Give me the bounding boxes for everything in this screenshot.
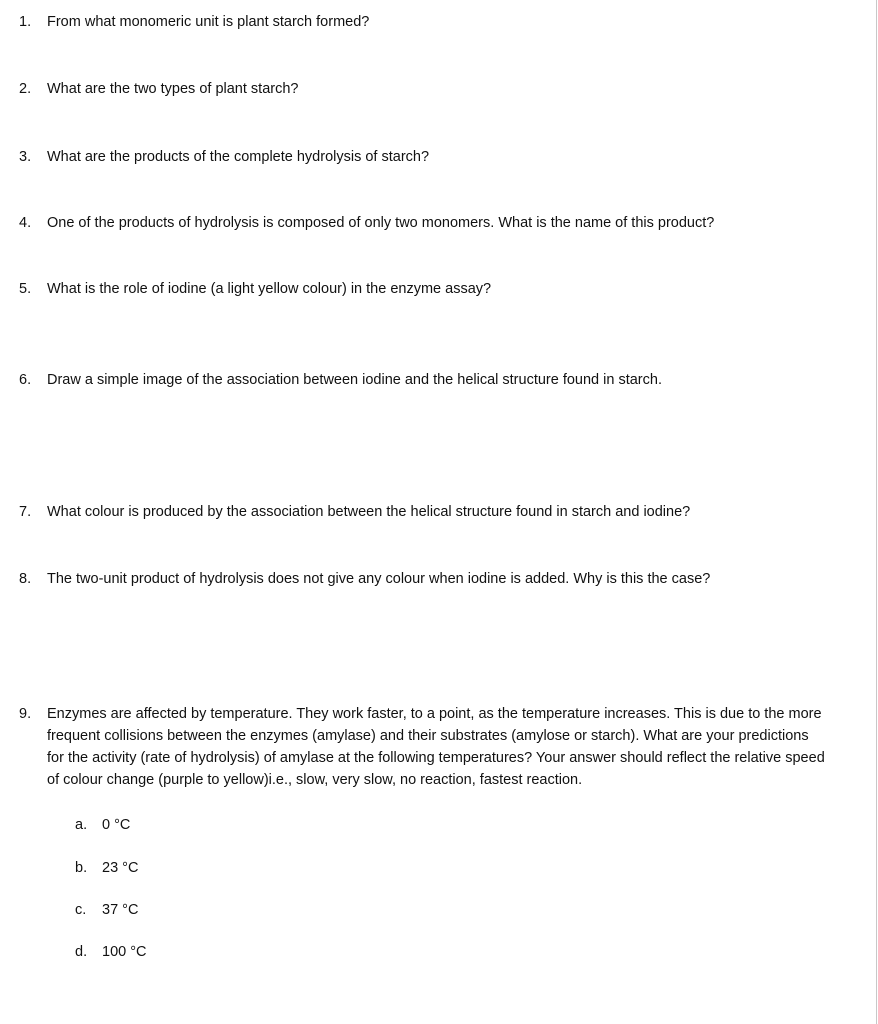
subitem-letter: a. [75, 817, 88, 833]
question-text: The two-unit product of hydrolysis does not give any colour when iodine is added. Why is this the case? [47, 571, 711, 587]
subitem-letter: c. [75, 902, 87, 918]
question-text: Enzymes are affected by temperature. They work faster, to a point, as the temperature increases. This is due to the more frequent collisions between the enzymes (amylase) and their substrates (amylose or starch). What are your predictions for the activity (rate of hydrolysis) of amylase at the following temperatures? Your answer should reflect the relative speed of colour change (purple to yellow)i.e., slow, very slow, no reaction, fastest reaction. [47, 706, 825, 788]
subitem-temperature: 0 °C [102, 817, 131, 833]
question-number: 7. [19, 504, 32, 520]
question-text: What colour is produced by the association between the helical structure found in starch and iodine? [47, 504, 691, 520]
question-number: 9. [19, 706, 32, 722]
subitem-temperature: 100 °C [102, 944, 147, 960]
question-text: What are the two types of plant starch? [47, 81, 299, 97]
subitem-temperature: 23 °C [102, 860, 139, 876]
page-edge-divider [876, 0, 877, 1024]
subitem-letter: d. [75, 944, 88, 960]
question-number: 3. [19, 149, 32, 165]
subitem-temperature: 37 °C [102, 902, 139, 918]
question-number: 1. [19, 14, 32, 30]
question-text: From what monomeric unit is plant starch formed? [47, 14, 370, 30]
question-text: What is the role of iodine (a light yellow colour) in the enzyme assay? [47, 281, 492, 297]
question-number: 8. [19, 571, 32, 587]
question-number: 6. [19, 372, 32, 388]
question-text: Draw a simple image of the association between iodine and the helical structure found in starch. [47, 372, 662, 388]
question-text: One of the products of hydrolysis is composed of only two monomers. What is the name of this product? [47, 215, 715, 231]
question-text: What are the products of the complete hydrolysis of starch? [47, 149, 430, 165]
question-number: 5. [19, 281, 32, 297]
subitem-letter: b. [75, 860, 88, 876]
question-number: 2. [19, 81, 32, 97]
question-number: 4. [19, 215, 32, 231]
